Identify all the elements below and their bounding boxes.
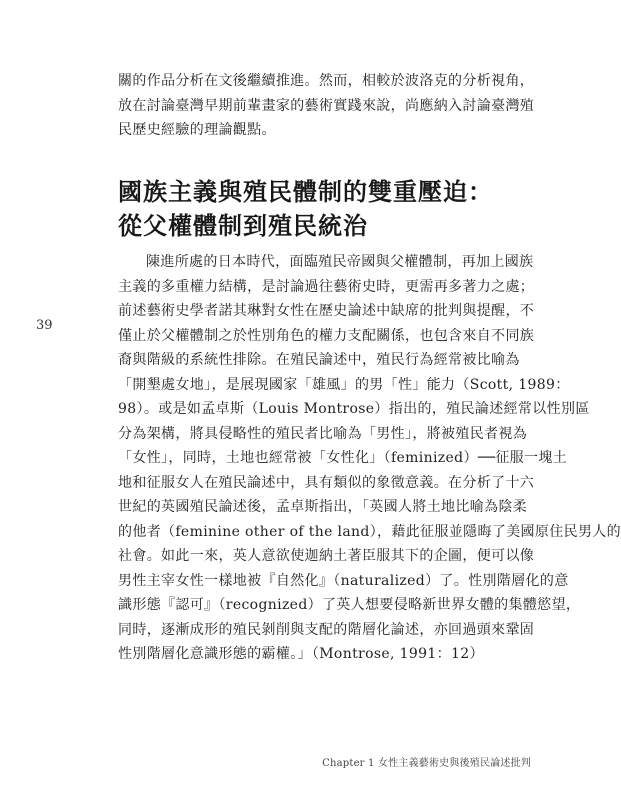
heading-line: 國族主義與殖民體制的雙重壓迫： bbox=[118, 178, 493, 206]
body-line: 裔與階級的系統性排除。在殖民論述中，殖民行為經常被比喻為 bbox=[118, 352, 520, 368]
body-line: 社會。如此一來，英人意欲使迦納土著臣服其下的企圖，便可以像 bbox=[118, 548, 535, 564]
body-line: 前述藝術史學者諾其琳對女性在歷史論述中缺席的批判與提醒，不 bbox=[118, 303, 535, 319]
page-number: 39 bbox=[36, 318, 53, 333]
body-line: 男性主宰女性一樣地被『自然化』（naturalized）了。性別階層化的意 bbox=[118, 572, 569, 589]
body-line: 分為架構，將具侵略性的殖民者比喻為「男性」，將被殖民者視為 bbox=[118, 425, 528, 442]
body-paragraph bbox=[118, 250, 621, 667]
body-line: 98）。或是如孟卓斯（Louis Montrose）指出的，殖民論述經常以性別區 bbox=[118, 401, 590, 417]
body-line: 僅止於父權體制之於性別角色的權力支配關係，也包含來自不同族 bbox=[118, 327, 535, 344]
intro-paragraph bbox=[118, 69, 534, 143]
intro-line: 放在討論臺灣早期前輩畫家的藝術實踐來說，尚應納入討論臺灣殖 bbox=[118, 97, 535, 114]
body-line: 主義的多重權力結構，是討論過往藝術史時，更需再多著力之處； bbox=[118, 278, 535, 295]
body-line: 地和征服女人在殖民論述中，具有類似的象徵意義。在分析了十六 bbox=[118, 474, 535, 491]
body-line: 同時，逐漸成形的殖民剝削與支配的階層化論述，亦回過頭來鞏固 bbox=[118, 621, 535, 638]
body-line: 「女性」，同時，土地也經常被「女性化」（feminized）──征服一塊土 bbox=[118, 450, 568, 466]
body-line: 陳進所處的日本時代，面臨殖民帝國與父權體制，再加上國族 bbox=[146, 254, 534, 270]
intro-line: 民歷史經驗的理論觀點。 bbox=[118, 122, 276, 138]
body-line: 性別階層化意識形態的霸權。」（Montrose, 1991：12） bbox=[118, 646, 484, 662]
heading-line: 從父權體制到殖民統治 bbox=[118, 212, 368, 240]
body-line: 世紀的英國殖民論述後，孟卓斯指出，「英國人將土地比喻為陰柔 bbox=[118, 499, 528, 515]
intro-line: 關的作品分析在文後繼續推進。然而，相較於波洛克的分析視角， bbox=[118, 73, 535, 89]
running-footer: Chapter 1 女性主義藝術史與後殖民論述批判 bbox=[322, 758, 531, 769]
body-line: 識形態『認可』（recognized）了英人想要侵略新世界女體的集體慾望， bbox=[118, 597, 581, 613]
section-heading bbox=[118, 175, 538, 243]
body-line: 的他者（feminine other of the land），藉此征服並隱晦了美國原住民男人的 bbox=[118, 523, 621, 540]
body-line: 「開墾處女地」，是展現國家「雄風」的男「性」能力（Scott, 1989： bbox=[118, 376, 570, 393]
